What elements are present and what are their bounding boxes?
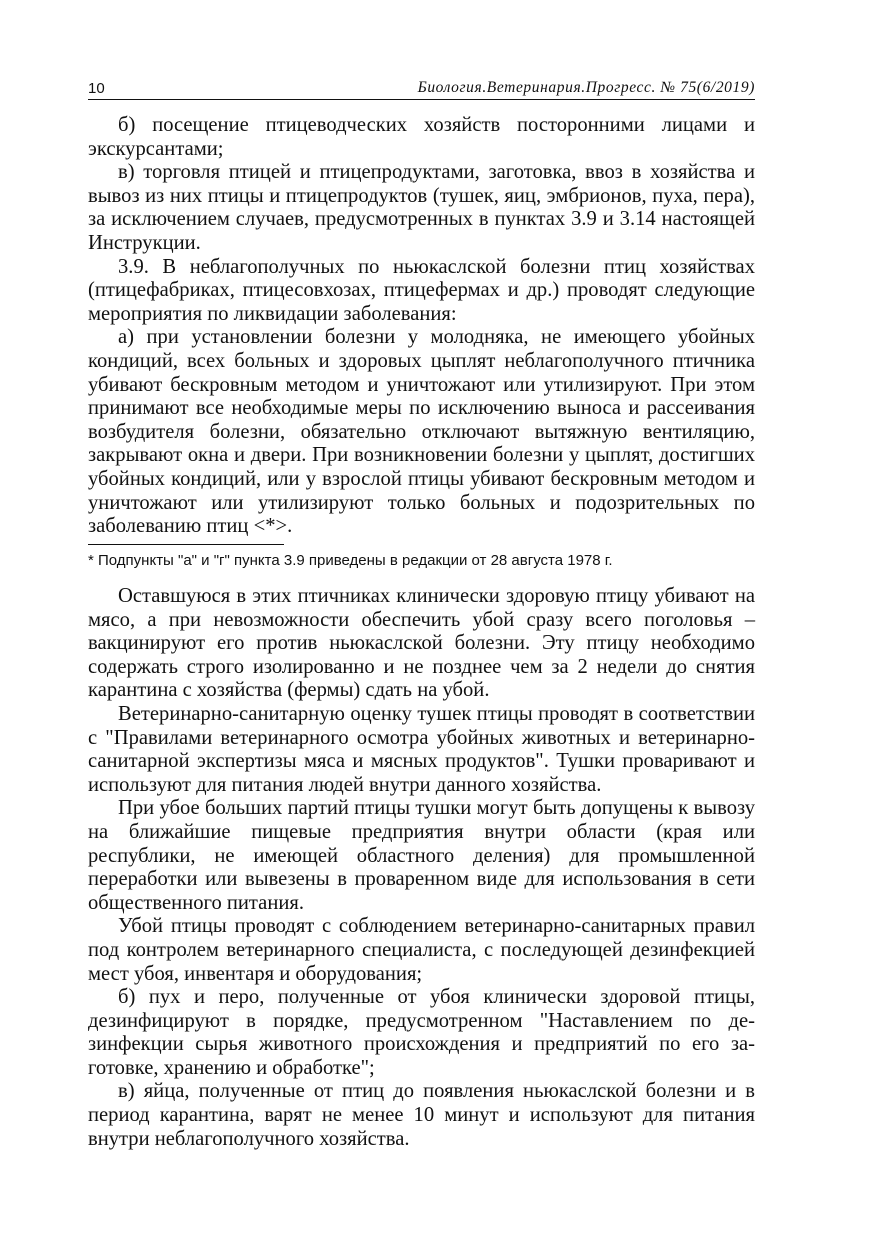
paragraph: б) посещение птицеводческих хозяйств посторонними лицами и экскурсантами; — [88, 114, 755, 160]
paragraph: Ветеринарно-санитарную оценку тушек птицы проводят в соответствии с "Правилами ветеринарного осмотра убойных животных и ветеринарно-санитарной экспертизы мяса и мясных продуктов". Тушки проваривают и используют для питания людей внутри данного хозяйства. — [88, 702, 755, 796]
paragraph: При убое больших партий птицы тушки могут быть допущены к вывозу на ближайшие пищевые предприятия внутри области (края или республики, не имеющей областного деления) для промышленной переработки или вывезены в проваренном виде для использования в сети общественного питания. — [88, 797, 755, 914]
footnote: * Подпункты "а" и "г" пункта 3.9 приведены в редакции от 28 августа 1978 г. — [88, 552, 613, 569]
paragraph: в) яйца, полученные от птиц до появления ньюкаслской болезни и в период карантина, варят не менее 10 минут и используют для питания внутри неблагополучного хозяйства. — [88, 1080, 755, 1150]
paragraph: Оставшуюся в этих птичниках клинически здоровую птицу убивают на мясо, а при невозможности обеспечить убой сразу всего поголовья – вакцинируют его против ньюкаслской болезни. Эту птицу необходимо содержать строго изолированно и не позднее чем за 2 недели до снятия карантина с хозяйства (фермы) сдать на убой. — [88, 585, 755, 702]
paragraph: 3.9. В неблагополучных по ньюкаслской болезни птиц хозяйствах (птицефабриках, птицесовхозах, птицефермах и др.) проводят следующие мероприятия по ликвидации заболевания: — [88, 255, 755, 325]
body-text-bottom — [88, 585, 755, 1151]
paragraph: Убой птицы проводят с соблюдением ветеринарно-санитарных правил под контролем ветеринарного специалиста, с последующей дезинфекцией мест убоя, инвентаря и оборудования; — [88, 915, 755, 985]
page-header — [88, 79, 755, 100]
body-text-top — [88, 114, 755, 539]
paragraph: в) торговля птицей и птицепродуктами, заготовка, ввоз в хозяйства и вывоз из них птицы и птицепродуктов (тушек, яиц, эмбрионов, пуха, пера), за исключением случаев, предусмотренных в пунктах 3.9 и 3.14 настоящей Инструкции. — [88, 161, 755, 254]
paragraph: б) пух и перо, полученные от убоя клинически здоровой птицы, дезинфицируют в порядке, предусмотренном "Наставлением по дезинфекции сырья животного происхождения и предприятий по его заготовке, хранению и обработке"; — [88, 986, 755, 1079]
journal-title: Биология.Ветеринария.Прогресс. № 75(6/2019) — [417, 79, 755, 96]
page-number: 10 — [88, 80, 105, 97]
paragraph: а) при установлении болезни у молодняка, не имеющего убойных кондиций, всех больных и здоровых цыплят неблагополучного птичника убивают бескровным методом и уничтожают или утилизируют. При этом принимают все необходимые меры по исключению выноса и рассеивания возбудителя болезни, обязательно отключают вытяжную вентиляцию, закрывают окна и двери. При возникновении болезни у цыплят, достигших убойных кондиций, или у взрослой птицы убивают бескровным методом и уничтожают или утилизируют только больных и подозрительных по заболеванию птиц <*>. — [88, 326, 755, 538]
footnote-divider — [88, 544, 284, 545]
